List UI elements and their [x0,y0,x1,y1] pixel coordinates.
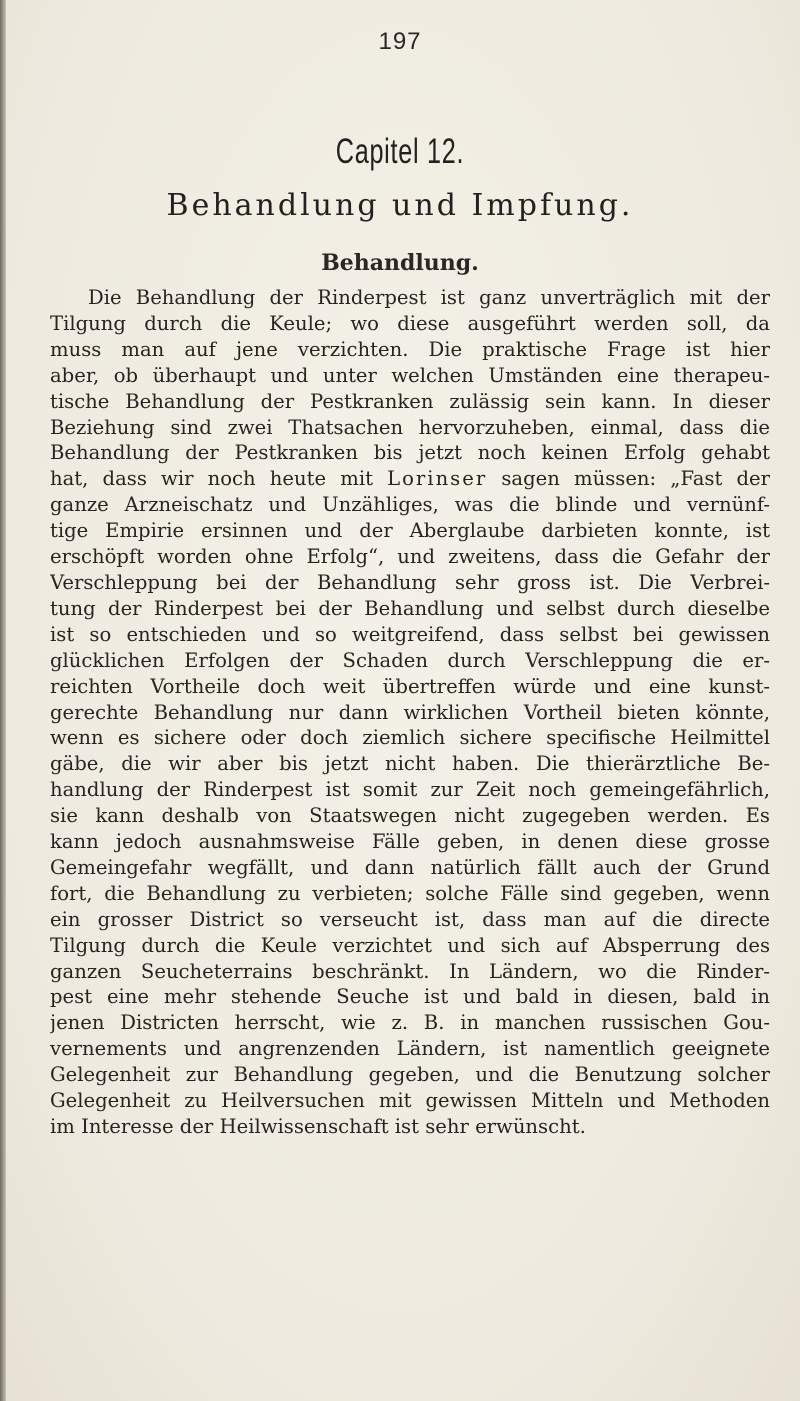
text-line: tische Behandlung der Pestkranken zulässig sein kann. In dieser [50,389,770,413]
text-line: ist so entschieden und so weitgreifend, dass selbst bei gewissen [50,622,770,646]
text-line: pest eine mehr stehende Seuche ist und bald in diesen, bald in [50,985,770,1009]
text-line: Gelegenheit zu Heilversuchen mit gewissen Mitteln und Methoden [50,1089,770,1113]
text-line: muss man auf jene verzichten. Die praktische Frage ist hier [50,337,770,361]
text-line-start: hat, dass wir noch heute mit [50,467,388,491]
text-line: gäbe, die wir aber bis jetzt nicht haben. Die thierärztliche Be- [50,752,770,776]
text-line: Tilgung durch die Keule; wo diese ausgeführt werden soll, da [50,311,770,335]
text-line: tung der Rinderpest bei der Behandlung und selbst durch dieselbe [50,596,770,620]
chapter-title: Behandlung und Impfung. [166,188,634,223]
text-line: Verschleppung bei der Behandlung sehr gross ist. Die Verbrei- [50,570,770,594]
text-line: Tilgung durch die Keule verzichtet und sich auf Absperrung des [50,933,770,957]
text-line: gerechte Behandlung nur dann wirklichen Vortheil bieten könnte, [50,700,770,724]
text-line: kann jedoch ausnahmsweise Fälle geben, in denen diese grosse [50,830,770,854]
text-line: ganze Arzneischatz und Unzähliges, was die blinde und vernünf- [50,493,770,517]
text-line-end: sagen müssen: „Fast der [487,467,770,491]
text-line: ein grosser District so verseucht ist, dass man auf die directe [50,907,770,931]
text-line: wenn es sichere oder doch ziemlich sichere specifische Heilmittel [50,726,770,750]
text-line: aber, ob überhaupt und unter welchen Umständen eine therapeu- [50,363,770,387]
text-line: Gemeingefahr wegfällt, und dann natürlich fällt auch der Grund [50,855,770,879]
text-line: sie kann deshalb von Staatswegen nicht zugegeben werden. Es [50,804,770,828]
body-paragraph [50,285,770,1140]
text-line: Beziehung sind zwei Thatsachen hervorzuheben, einmal, dass die [50,415,770,439]
text-line: tige Empirie ersinnen und der Aberglaube darbieten konnte, ist [50,519,770,543]
text-line: jenen Districten herrscht, wie z. B. in manchen russischen Gou- [50,1011,770,1035]
page-number: 197 [378,28,422,55]
chapter-label: Capitel 12. [335,132,465,171]
text-line: fort, die Behandlung zu verbieten; solche Fälle sind gegeben, wenn [50,881,770,905]
author-name: Lorinser [387,467,488,491]
text-line: Gelegenheit zur Behandlung gegeben, und die Benutzung solcher [50,1063,770,1087]
text-line: vernements und angrenzenden Ländern, ist namentlich geeignete [50,1037,770,1061]
text-line: erschöpft worden ohne Erfolg“, und zweitens, dass die Gefahr der [50,545,770,569]
section-title: Behandlung. [321,250,479,276]
text-line: ganzen Seucheterrains beschränkt. In Ländern, wo die Rinder- [50,959,770,983]
text-line: glücklichen Erfolgen der Schaden durch Verschleppung die er- [50,648,770,672]
text-line: im Interesse der Heilwissenschaft ist sehr erwünscht. [50,1115,586,1138]
text-line-with-name [50,466,770,492]
text-line: handlung der Rinderpest ist somit zur Zeit noch gemeingefährlich, [50,778,770,802]
text-line: Behandlung der Pestkranken bis jetzt noch keinen Erfolg gehabt [50,441,770,465]
text-line: Die Behandlung der Rinderpest ist ganz unverträglich mit der [88,286,770,309]
text-line: reichten Vortheile doch weit übertreffen würde und eine kunst- [50,674,770,698]
